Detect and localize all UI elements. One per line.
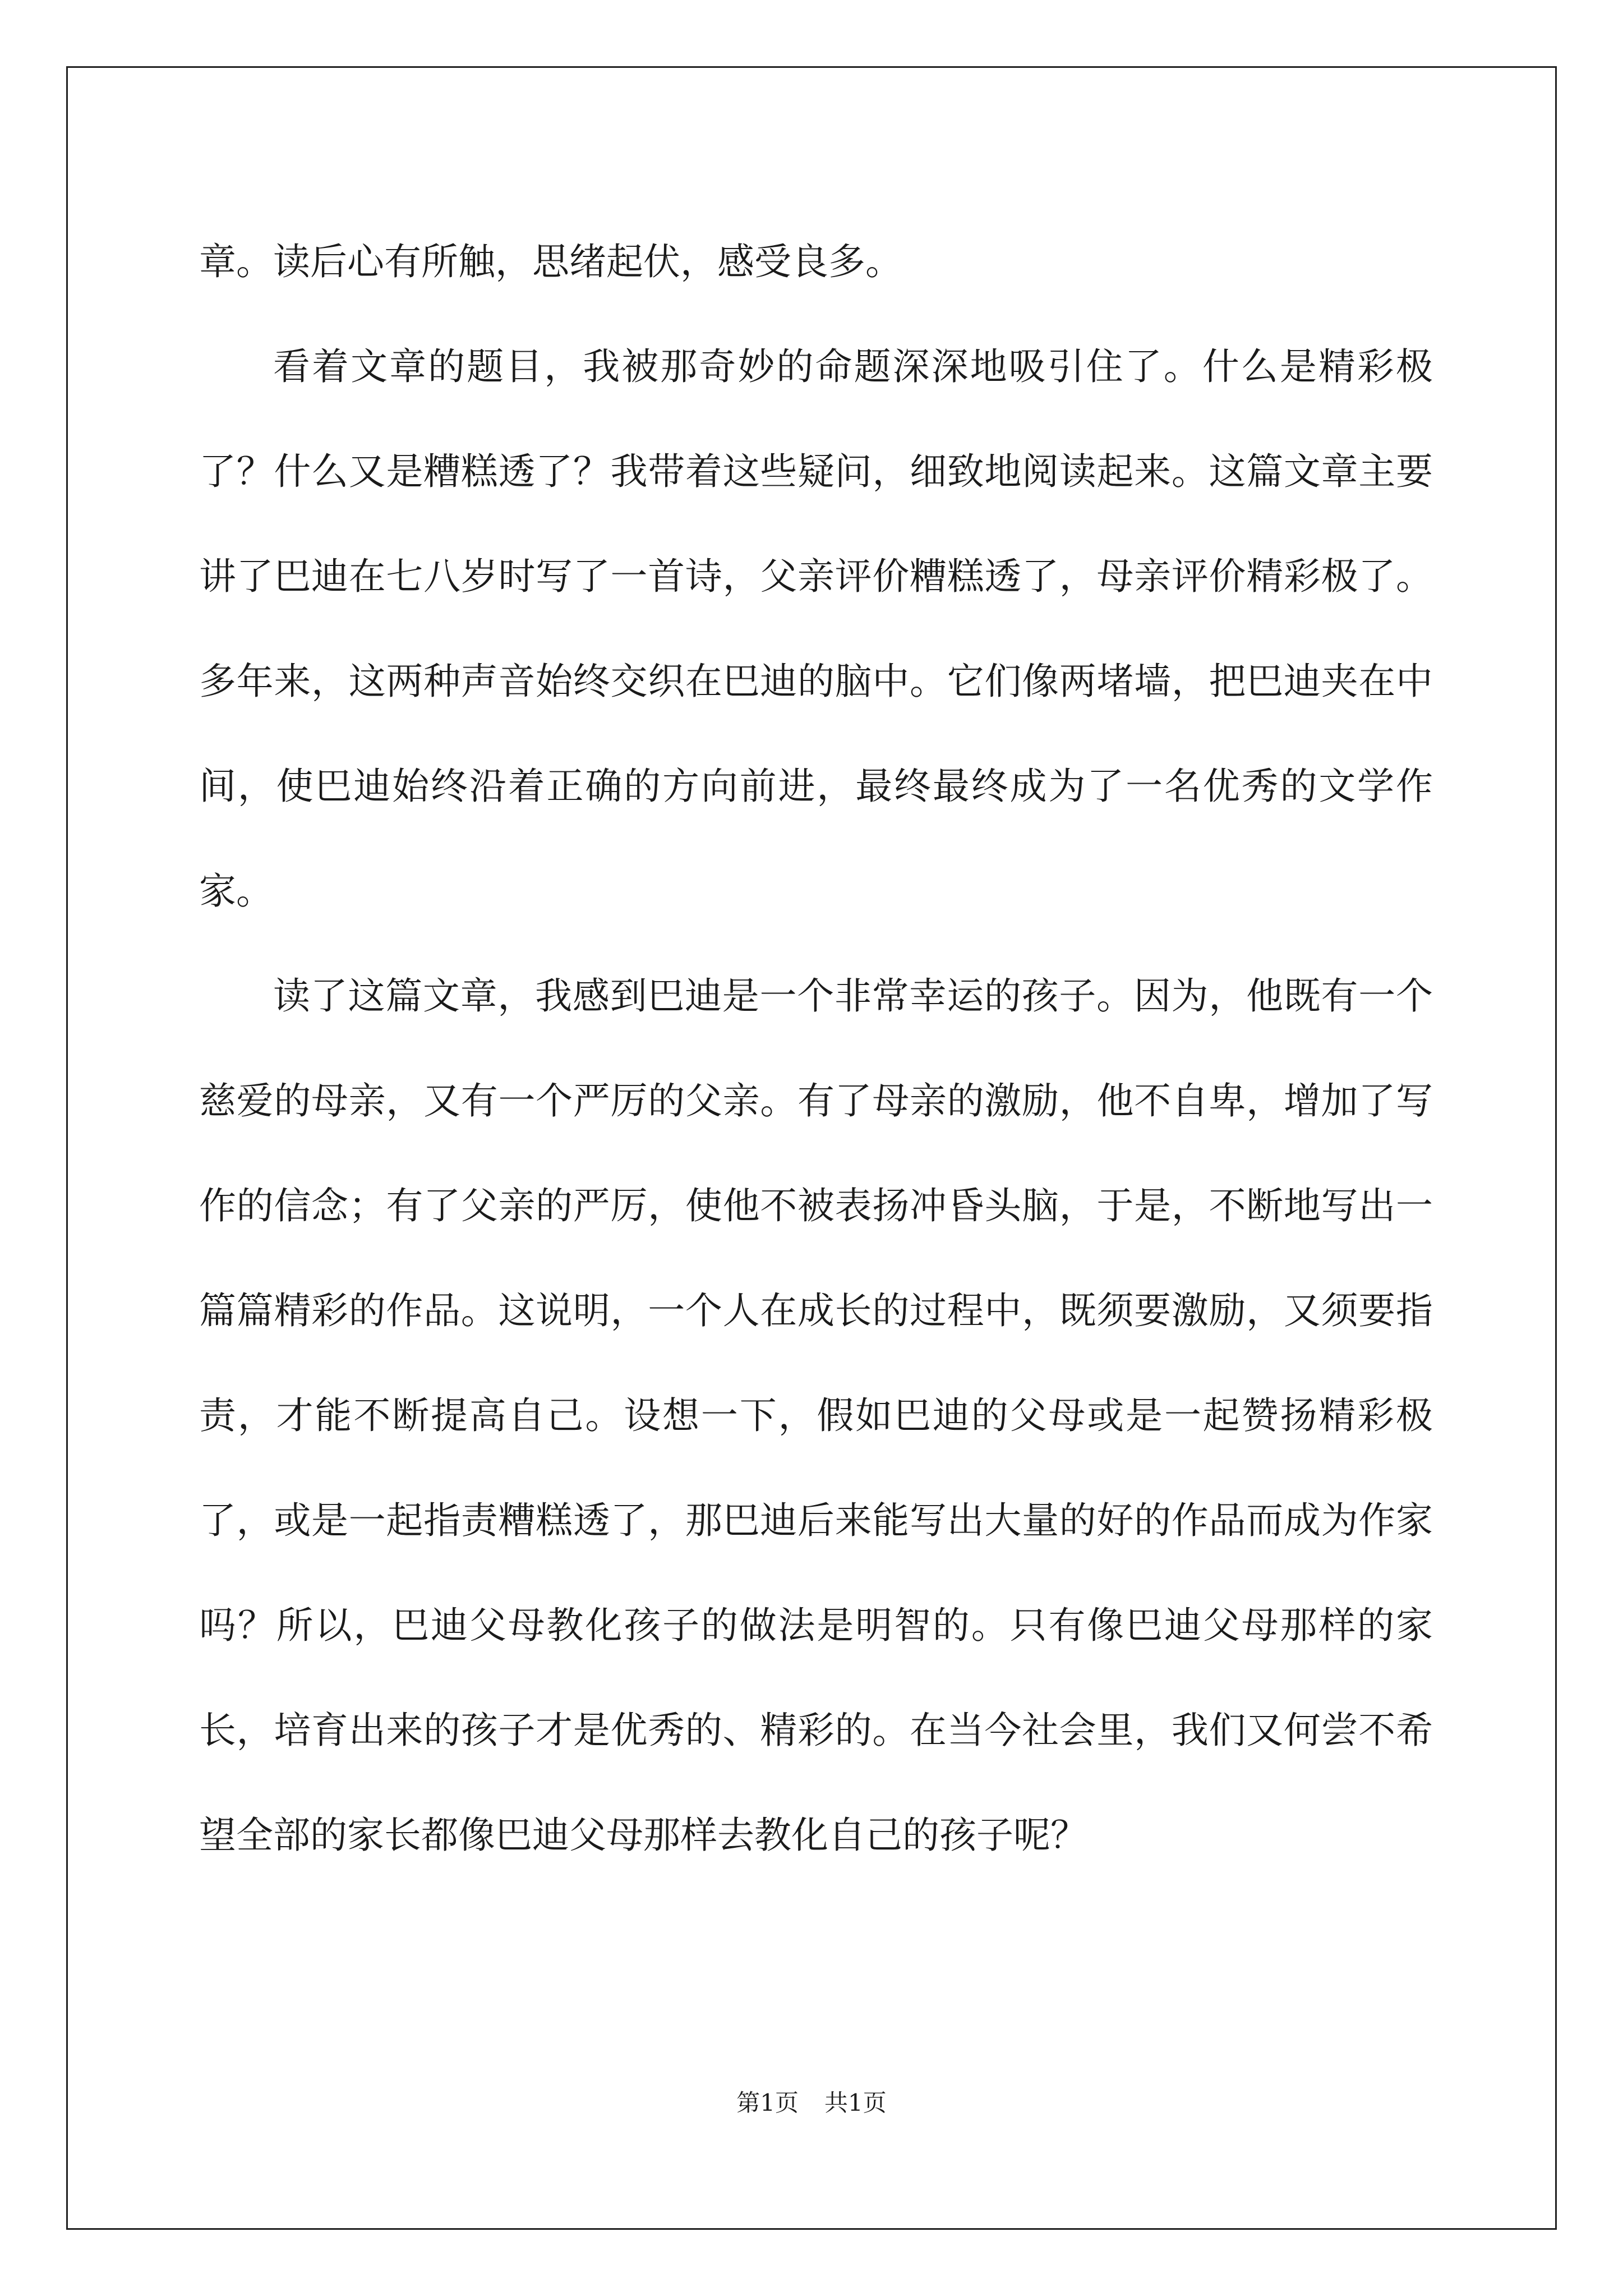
page-number: 第1页: [736, 2089, 799, 2116]
page-footer: [0, 2085, 1623, 2118]
paragraph-2: 看着文章的题目，我被那奇妙的命题深深地吸引住了。什么是精彩极了？什么又是糟糕透了？我带着这些疑问，细致地阅读起来。这篇文章主要讲了巴迪在七八岁时写了一首诗，父亲评价糟糕透了，母亲评价精彩极了。多年来，这两种声音始终交织在巴迪的脑中。它们像两堵墙，把巴迪夹在中间，使巴迪始终沿着正确的方向前进，最终最终成为了一名优秀的文学作家。: [199, 345, 1433, 913]
paragraph-1: 章。读后心有所触，思绪起伏，感受良多。: [199, 240, 902, 283]
page-total: 共1页: [824, 2089, 887, 2116]
document-body: [199, 209, 1433, 1888]
paragraph-3: 读了这篇文章，我感到巴迪是一个非常幸运的孩子。因为，他既有一个慈爱的母亲，又有一个严厉的父亲。有了母亲的激励，他不自卑，增加了写作的信念；有了父亲的严厉，使他不被表扬冲昏头脑，于是，不断地写出一篇篇精彩的作品。这说明，一个人在成长的过程中，既须要激励，又须要指责，才能不断提高自己。设想一下，假如巴迪的父母或是一起赞扬精彩极了，或是一起指责糟糕透了，那巴迪后来能写出大量的好的作品而成为作家吗？所以，巴迪父母教化孩子的做法是明智的。只有像巴迪父母那样的家长，培育出来的孩子才是优秀的、精彩的。在当今社会里，我们又何尝不希望全部的家长都像巴迪父母那样去教化自己的孩子呢？: [199, 974, 1433, 1857]
